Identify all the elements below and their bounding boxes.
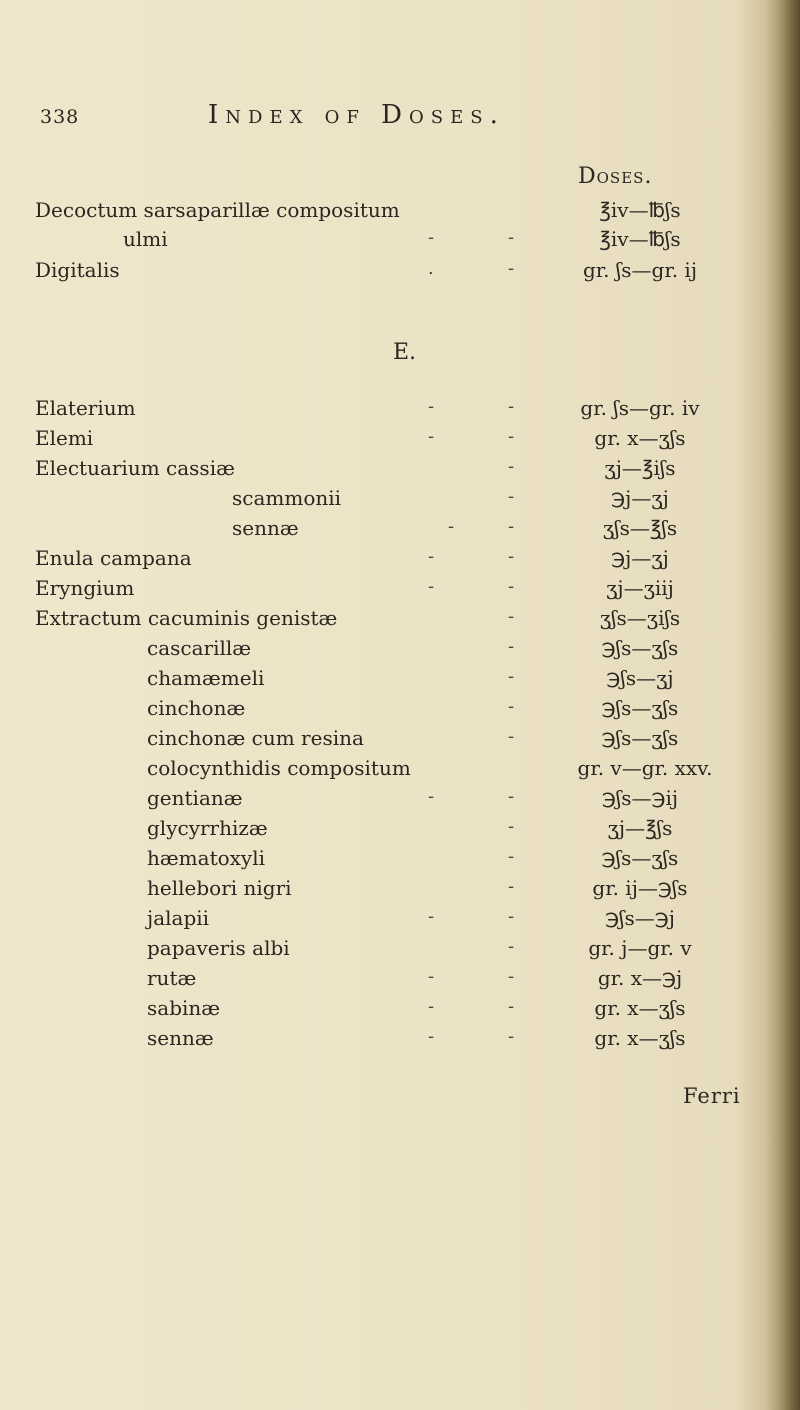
section-letter: E.	[393, 340, 417, 365]
dash-mark: .	[428, 258, 434, 279]
entry-name: papaveris albi	[147, 936, 290, 960]
dash-mark: -	[508, 486, 515, 507]
dash-mark: -	[428, 966, 435, 987]
entry-row	[0, 876, 800, 906]
dash-mark: -	[508, 726, 515, 747]
entry-name: Enula campana	[35, 546, 192, 570]
dash-mark: -	[428, 426, 435, 447]
entry-row	[0, 966, 800, 996]
entry-name: sennæ	[147, 1026, 214, 1050]
entry-dose: ℈j—ʒj	[611, 546, 669, 570]
entry-dose: ℈ʃs—ʒj	[606, 666, 674, 690]
entry-row	[0, 846, 800, 876]
entry-row	[0, 936, 800, 966]
entry-name: jalapii	[147, 906, 210, 930]
entry-name: Elemi	[35, 426, 94, 450]
entry-row	[0, 606, 800, 636]
entry-row	[0, 666, 800, 696]
entry-dose: ℈ʃs—℈j	[605, 906, 675, 930]
entry-name: Eryngium	[35, 576, 135, 600]
entry-row	[0, 906, 800, 936]
entry-row	[0, 198, 800, 228]
entry-name: Extractum cacuminis genistæ	[35, 606, 338, 630]
dash-mark: -	[508, 696, 515, 717]
entry-name: chamæmeli	[147, 666, 265, 690]
entry-row	[0, 227, 800, 257]
dash-mark: -	[508, 966, 515, 987]
catchword: Ferri	[683, 1084, 741, 1108]
dash-mark: -	[508, 258, 515, 279]
dash-mark: -	[428, 996, 435, 1017]
entry-dose: gr. x—ʒʃs	[594, 1026, 686, 1050]
entry-dose: gr. ij—℈ʃs	[592, 876, 688, 900]
dash-mark: -	[508, 906, 515, 927]
entry-row	[0, 816, 800, 846]
entry-dose: ℈ʃs—℈ij	[601, 786, 679, 810]
dash-mark: -	[508, 546, 515, 567]
entry-row	[0, 456, 800, 486]
entry-row	[0, 756, 800, 786]
entry-name: hellebori nigri	[147, 876, 292, 900]
entry-name: glycyrrhizæ	[147, 816, 268, 840]
entry-dose: ℈ʃs—ʒʃs	[601, 726, 679, 750]
entry-row	[0, 726, 800, 756]
entry-row	[0, 546, 800, 576]
page-number: 338	[40, 106, 80, 128]
entry-dose: gr. x—ʒʃs	[594, 426, 686, 450]
entry-dose: ℈ʃs—ʒʃs	[601, 636, 679, 660]
entry-name: sabinæ	[147, 996, 221, 1020]
entry-name: Decoctum sarsaparillæ compositum	[35, 198, 400, 222]
dash-mark: -	[508, 396, 515, 417]
dash-mark: -	[428, 396, 435, 417]
entry-dose: ℈j—ʒj	[611, 486, 669, 510]
entry-row	[0, 486, 800, 516]
dash-mark: -	[508, 786, 515, 807]
entry-name: cascarillæ	[147, 636, 252, 660]
dash-mark: -	[508, 816, 515, 837]
dash-mark: -	[508, 227, 515, 248]
entry-dose: gr. ʃs—gr. iv	[580, 396, 700, 420]
entry-name: Electuarium cassiæ	[35, 456, 235, 480]
dash-mark: -	[508, 516, 515, 537]
entry-row	[0, 426, 800, 456]
dash-mark: -	[428, 1026, 435, 1047]
entry-name: gentianæ	[147, 786, 243, 810]
entry-name: ulmi	[123, 227, 168, 251]
entry-name: colocynthidis compositum	[147, 756, 411, 780]
entry-row	[0, 1026, 800, 1056]
entry-name: hæmatoxyli	[147, 846, 266, 870]
dash-mark: -	[428, 786, 435, 807]
entry-name: cinchonæ	[147, 696, 246, 720]
doses-column-heading: Doses.	[578, 164, 653, 189]
entry-row	[0, 786, 800, 816]
dash-mark: -	[508, 1026, 515, 1047]
dash-mark: -	[508, 846, 515, 867]
entry-dose: ℥iv—℔ʃs	[599, 198, 681, 222]
dash-mark: -	[508, 996, 515, 1017]
entry-dose: gr. ʃs—gr. ij	[582, 258, 698, 282]
entry-row	[0, 636, 800, 666]
entry-dose: gr. v—gr. xxv.	[577, 756, 713, 780]
entry-dose: gr. j—gr. v	[588, 936, 692, 960]
entry-name: Digitalis	[35, 258, 120, 282]
entry-name: cinchonæ cum resina	[147, 726, 364, 750]
dash-mark: -	[508, 456, 515, 477]
entry-dose: ʒj—℥iʃs	[604, 456, 676, 480]
entry-row	[0, 396, 800, 426]
dash-mark: -	[508, 936, 515, 957]
dash-mark: -	[508, 606, 515, 627]
dash-mark: -	[428, 906, 435, 927]
entry-name: rutæ	[147, 966, 197, 990]
entry-name: Elaterium	[35, 396, 136, 420]
entry-dose: gr. x—ʒʃs	[594, 996, 686, 1020]
dash-mark: -	[428, 576, 435, 597]
entry-row	[0, 996, 800, 1026]
entry-dose: ʒj—ʒiij	[606, 576, 674, 600]
dash-mark: -	[508, 876, 515, 897]
dash-mark: -	[428, 227, 435, 248]
dash-mark: -	[428, 546, 435, 567]
entry-row	[0, 258, 800, 288]
entry-row	[0, 516, 800, 546]
entry-name: scammonii	[232, 486, 342, 510]
entry-row	[0, 696, 800, 726]
dash-mark: -	[508, 636, 515, 657]
entry-dose: ʒʃs—℥ʃs	[602, 516, 678, 540]
entry-dose: ℈ʃs—ʒʃs	[601, 846, 679, 870]
entry-dose: ʒj—℥ʃs	[607, 816, 673, 840]
entry-dose: gr. x—℈j	[597, 966, 683, 990]
entry-name: sennæ	[232, 516, 299, 540]
entry-dose: ʒʃs—ʒiʃs	[599, 606, 681, 630]
dash-mark: -	[448, 516, 455, 537]
dash-mark: -	[508, 426, 515, 447]
entry-dose: ℥iv—℔ʃs	[599, 227, 681, 251]
dash-mark: -	[508, 576, 515, 597]
entry-dose: ℈ʃs—ʒʃs	[601, 696, 679, 720]
dash-mark: -	[508, 666, 515, 687]
running-title: Index of Doses.	[208, 100, 505, 130]
entry-row	[0, 576, 800, 606]
